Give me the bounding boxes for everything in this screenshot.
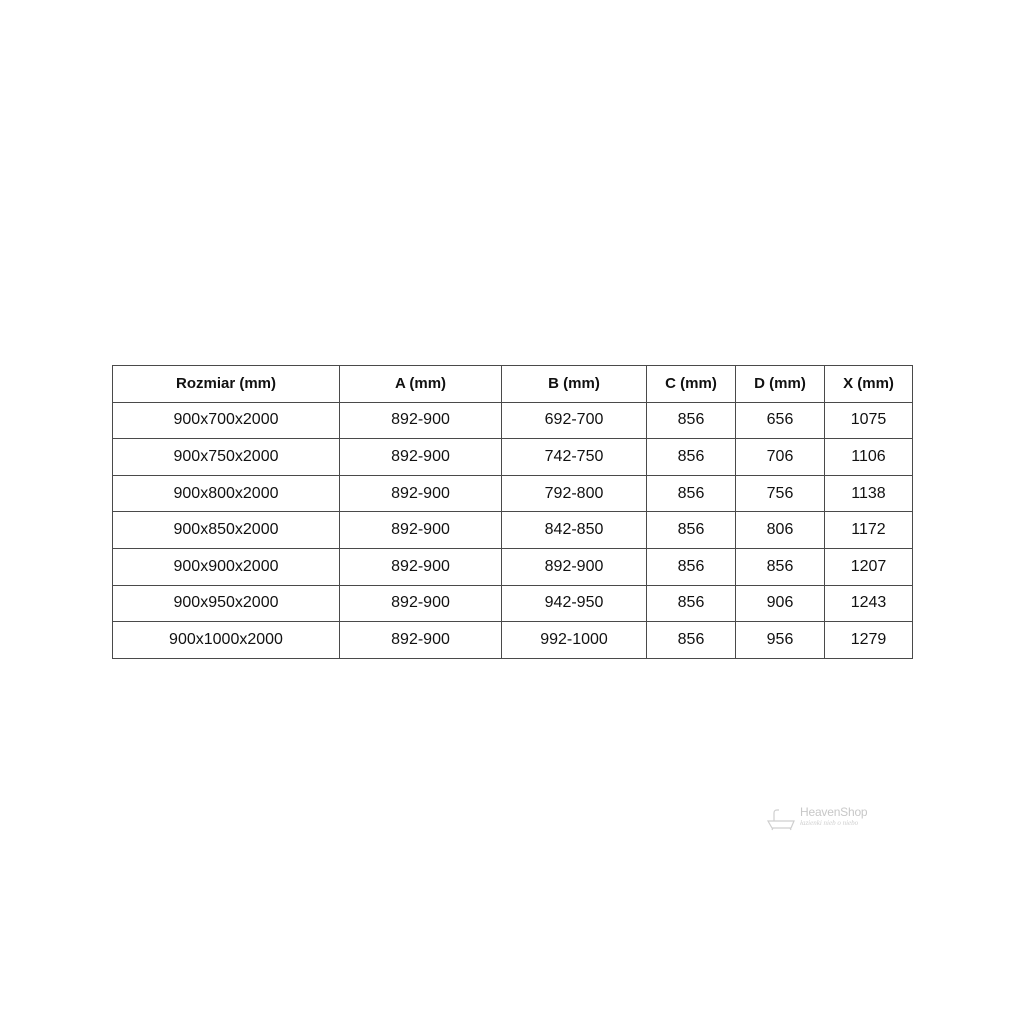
dimensions-table	[112, 365, 913, 659]
cell-d: 956	[736, 622, 825, 659]
cell-d: 906	[736, 585, 825, 622]
cell-x: 1279	[825, 622, 913, 659]
cell-x: 1075	[825, 402, 913, 439]
cell-size: 900x1000x2000	[113, 622, 340, 659]
cell-x: 1172	[825, 512, 913, 549]
table-header-row	[113, 366, 913, 403]
header-a: A (mm)	[340, 366, 502, 403]
cell-b: 892-900	[502, 548, 647, 585]
table-row	[113, 402, 913, 439]
table-row	[113, 548, 913, 585]
table-row	[113, 439, 913, 476]
watermark-brand: HeavenShop	[800, 805, 868, 819]
cell-size: 900x850x2000	[113, 512, 340, 549]
cell-b: 942-950	[502, 585, 647, 622]
cell-a: 892-900	[340, 402, 502, 439]
bathtub-icon	[766, 809, 798, 831]
cell-a: 892-900	[340, 512, 502, 549]
cell-a: 892-900	[340, 622, 502, 659]
cell-b: 742-750	[502, 439, 647, 476]
table-row	[113, 475, 913, 512]
header-size: Rozmiar (mm)	[113, 366, 340, 403]
cell-c: 856	[647, 622, 736, 659]
cell-size: 900x800x2000	[113, 475, 340, 512]
cell-b: 792-800	[502, 475, 647, 512]
table-row	[113, 585, 913, 622]
cell-c: 856	[647, 548, 736, 585]
cell-b: 842-850	[502, 512, 647, 549]
table-row	[113, 512, 913, 549]
cell-c: 856	[647, 402, 736, 439]
cell-size: 900x700x2000	[113, 402, 340, 439]
cell-c: 856	[647, 439, 736, 476]
cell-a: 892-900	[340, 475, 502, 512]
watermark-tagline: łazienki nieb o niebo	[800, 819, 859, 827]
cell-size: 900x950x2000	[113, 585, 340, 622]
cell-b: 692-700	[502, 402, 647, 439]
cell-c: 856	[647, 512, 736, 549]
cell-x: 1138	[825, 475, 913, 512]
cell-c: 856	[647, 585, 736, 622]
cell-a: 892-900	[340, 548, 502, 585]
cell-d: 756	[736, 475, 825, 512]
cell-d: 856	[736, 548, 825, 585]
cell-x: 1243	[825, 585, 913, 622]
header-d: D (mm)	[736, 366, 825, 403]
cell-d: 656	[736, 402, 825, 439]
header-c: C (mm)	[647, 366, 736, 403]
cell-b: 992-1000	[502, 622, 647, 659]
cell-x: 1207	[825, 548, 913, 585]
table-row	[113, 622, 913, 659]
cell-d: 706	[736, 439, 825, 476]
cell-a: 892-900	[340, 585, 502, 622]
cell-size: 900x900x2000	[113, 548, 340, 585]
header-x: X (mm)	[825, 366, 913, 403]
cell-size: 900x750x2000	[113, 439, 340, 476]
cell-d: 806	[736, 512, 825, 549]
cell-c: 856	[647, 475, 736, 512]
header-b: B (mm)	[502, 366, 647, 403]
cell-x: 1106	[825, 439, 913, 476]
heavenshop-watermark	[766, 805, 876, 833]
cell-a: 892-900	[340, 439, 502, 476]
